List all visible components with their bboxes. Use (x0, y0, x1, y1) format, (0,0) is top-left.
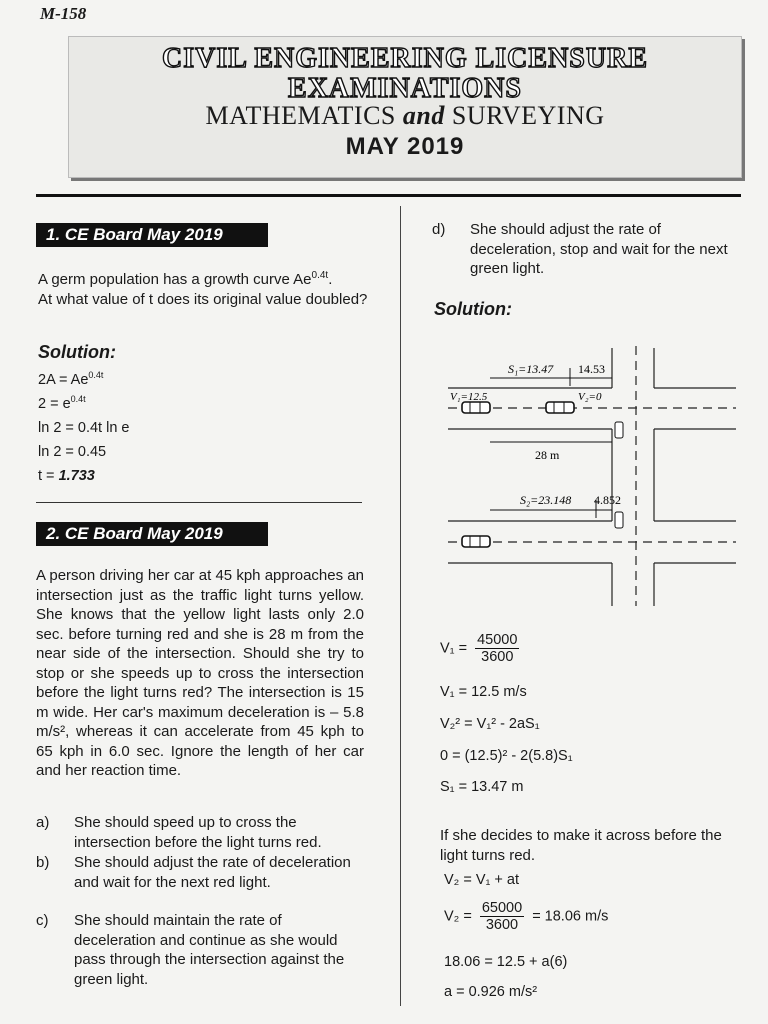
eq-v1-fraction: V₁ = $\frac{45000}{3600}$ (440, 632, 518, 665)
eq-v1-value: V₁ = 12.5 m/s (440, 684, 527, 700)
car-3 (462, 536, 490, 547)
label-v2: V₂=0 (578, 391, 602, 403)
label-s1: S₁=13.47 (508, 362, 554, 376)
exam-banner (68, 36, 742, 178)
label-d1: 14.53 (578, 362, 605, 376)
option-c: c) She should maintain the rate of deceleration and continue as she would pass through the intersection against the green light. (36, 912, 345, 988)
p1-step2: $2 = e^{0.4t}$ (38, 394, 86, 412)
header-rule (36, 194, 741, 197)
eq-substitute: 0 = (12.5)² - 2(5.8)S₁ (440, 748, 573, 764)
problem1-heading: 1. CE Board May 2019 (36, 223, 268, 247)
car-1 (462, 402, 490, 413)
p1-answer: t = 1.733 (38, 468, 95, 484)
p1-step3: ln 2 = 0.4t ln e (38, 420, 130, 436)
traffic-light-1 (615, 422, 623, 438)
column-divider (400, 206, 401, 1006)
banner-subject: MATHEMATICS and SURVEYING (205, 101, 605, 130)
problem-separator (36, 502, 362, 503)
eq-substitute-2: 18.06 = 12.5 + a(6) (444, 954, 568, 970)
label-v1: V₁=12.5 (450, 391, 488, 403)
problem2-question: A person driving her car at 45 kph approaches an intersection just as the traffic light turns yellow. She knows that the yellow light lasts only 2.0 sec. before turning red and she is 28 m from the near side of the intersection. Should she try to stop or she speeds up to cross the intersection before the light turns red? The intersection is 15 m wide. Her car's maximum deceleration is – 5.8 m/s², whereas it can accelerate from 45 kph to 65 kph in 6.0 sec. Ignore the length of her car and her reaction time. (36, 567, 364, 779)
p1-step1: $2A = Ae^{0.4t}$ (38, 370, 104, 388)
page-code: M-158 (40, 4, 87, 23)
eq-s1: S₁ = 13.47 m (440, 779, 524, 795)
problem2-heading: 2. CE Board May 2019 (36, 522, 268, 546)
label-s2: S₂=23.148 (520, 493, 572, 507)
eq-acceleration: a = 0.926 m/s² (444, 984, 538, 1000)
option-a: a) She should speed up to cross the intersection before the light turns red. (36, 814, 322, 851)
banner-title-line1: CIVIL ENGINEERING LICENSURE (161, 43, 648, 74)
accelerate-case-text: If she decides to make it across before the light turns red. (440, 827, 722, 864)
label-d2: 4.852 (594, 493, 621, 507)
label-width: 28 m (535, 448, 560, 462)
problem1-question: A germ population has a growth curve $Ae^{0.4t}$. At what value of t does its original value doubled? (38, 270, 368, 308)
eq-kinematic: V₂² = V₁² - 2aS₁ (440, 716, 540, 732)
problem2-solution-label: Solution: (434, 299, 512, 319)
p1-step4: ln 2 = 0.45 (38, 444, 107, 460)
option-d: d) She should adjust the rate of deceleration, stop and wait for the next green light. (432, 221, 728, 277)
banner-date: MAY 2019 (345, 133, 465, 160)
problem1-solution-label: Solution: (38, 342, 116, 362)
traffic-light-2 (615, 512, 623, 528)
eq-v2-fraction: V₂ = $\frac{65000}{3600}$ = 18.06 m/s (444, 900, 609, 933)
eq-v2-formula: V₂ = V₁ + at (444, 872, 520, 888)
car-2 (546, 402, 574, 413)
banner-title-line2: EXAMINATIONS (288, 73, 522, 104)
option-b: b) She should adjust the rate of deceleration and wait for the next red light. (36, 854, 351, 891)
intersection-diagram (440, 338, 740, 610)
